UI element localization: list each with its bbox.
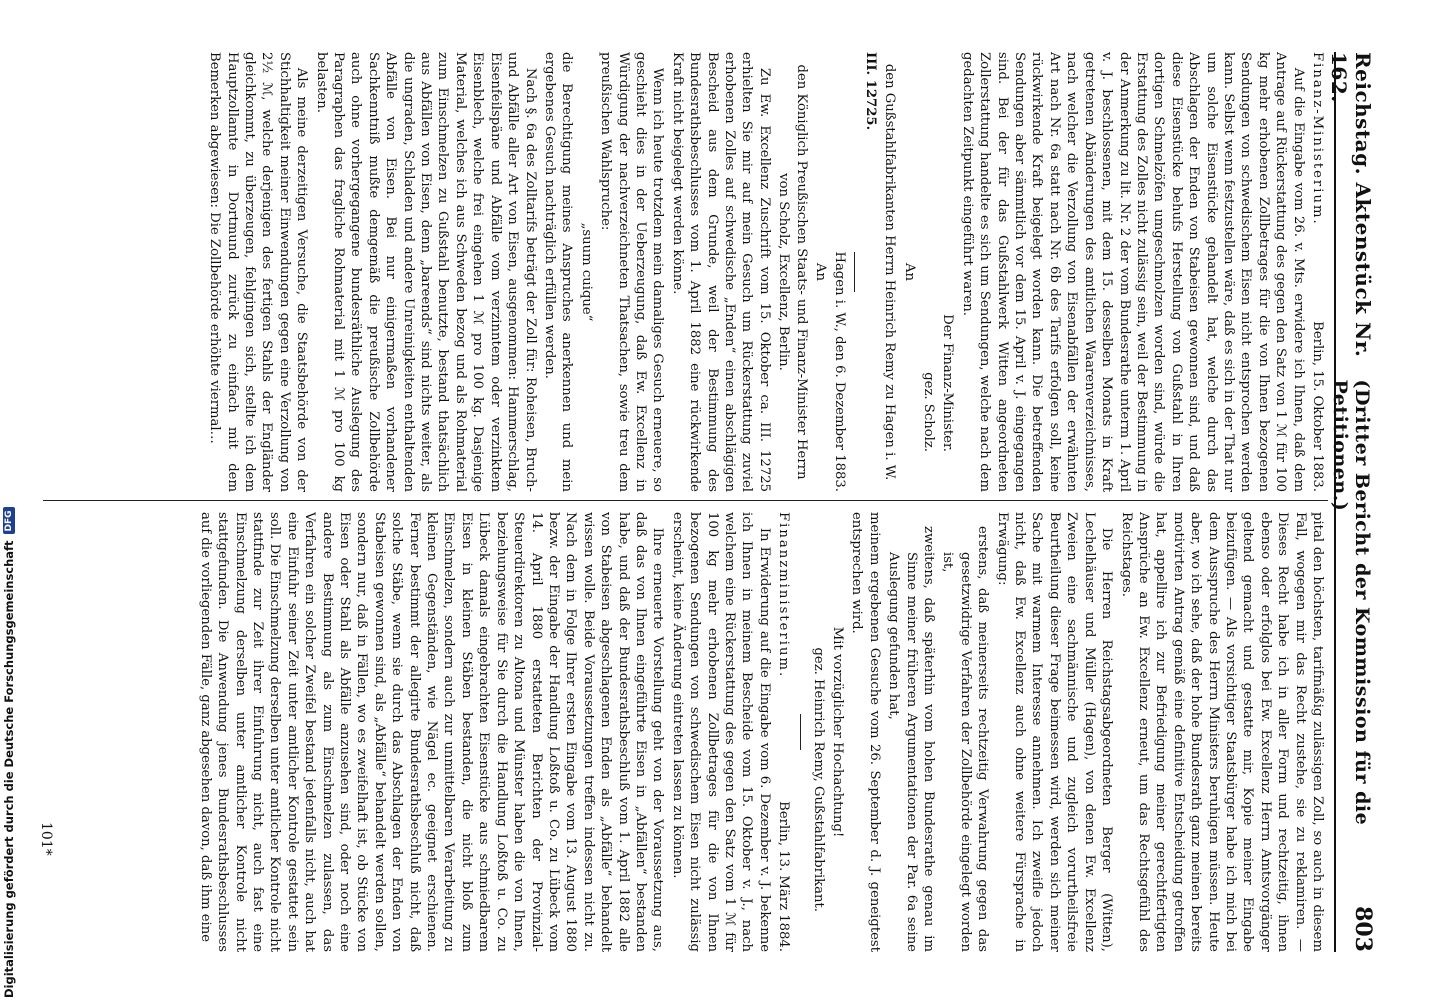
address1: den Gußstahlfabrikanten Herrn Heinrich Remy zu Hagen i. W. (882, 63, 898, 481)
letter1-body: Auf die Eingabe vom 26. v. Mts. erwidere ich Ihnen, daß dem Antrage auf Rückerstattung des gegen den Satz von 1 ℳ für 100 kg mehr erhobenen Zollbetrages für die von Ihnen bezogenen Sendungen von schwedischem Eisen nicht entsprochen werden kann. Selbst wenn festzustellen wäre, daß es sich in der That nur um solche Eisenstücke gehandelt hat, welche durch das Abschlagen der Enden von Stabeisen gewonnen sind, und daß diese Eisenstücke behufs Herstellung von Gußstahl in Ihren dortigen Schmelzöfen umgeschmolzen worden sind, würde die Erstattung des Zolles nicht zulässig sein, weil der Bestimmung in der Anmerkung zu lit. Nr. 2 der vom Bundesrathe unterm 1. April v. J. beschlossenen, mit dem 15. desselben Monats in Kraft getretenen Abänderungen des amtlichen Waarenverzeichnisses, nach welcher die Verzollung von Eisenabfällen der erwähnten Art nach Nr. 6a statt nach Nr. 6b des Tarifs erfolgen soll, keine rückwirkende Kraft beigelegt worden kann. Die betreffenden Sendungen aber sämmtlich vor dem 15. April v. J. eingegangen sind. Bei der für das Gußstahlwerk Witten angeordneten Zollerstattung handelte es sich um Sendungen, welche nach dem gedachten Zeitpunkt eingeführt waren. (959, 52, 1306, 492)
list-item: erstens, daß meinerseits rechtzeitig Verwahrung gegen das gesetzwidrige Verfahren der Zollbehörde eingelegt worden ist, (940, 526, 991, 952)
address1-an: An (901, 262, 917, 282)
letter3-paragraph: Ihre erneuerte Vorstellung geht von der Voraussetzung aus, daß das von Ihnen eingeführte Eisen in „Abfällen“ bestanden habe, und daß der Bundesrathsbeschluß vom 1. April 1882 alle von Stabeisen abgeschlagenen Enden als „Abfälle“ behandelt wissen wolle. Beide Voraussetzungen treffen indessen nicht zu. Nach dem in Folge Ihrer ersten Eingabe vom 13. August 1880 bezw. der Eingabe der Handlung Loßtoß u. Co. zu Lübeck vom 14. April 1880 erstatteten Berichten der Provinzial-Steuerdirektoren zu Altona und Münster haben die von Ihnen, beziehungsweise für Sie durch die Handlung Loßtoß u. Co. zu Lübeck damals eingebrachten Eisenstücke aus schmiedbarem Eisen in kleinen Stäben bestanden, die nicht bloß zum Einschmelzen, sondern auch zur unmittelbaren Verarbeitung zu kleinen Gegenständen, wie Nägel ec. geeignet erschienen. Ferner bestimmt der allegirte Bundesrathsbeschluß nicht, daß solche Stäbe, wenn sie durch das Abschlagen der Enden von Stabeisen gewonnen sind, als „Abfälle“ behandelt werden sollen, sondern nur, daß in Fällen, wo es zweifelhaft ist, ob Stücke von Eisen oder Stahl als Abfälle anzusehen sind, oder noch eine andere Bestimmung als zum Einschmelzen zulassen, das Verfahren ein solcher Zweifel bestand jedenfalls nicht, auch hat eine Einfuhr seiner Zeit unter amtlicher Kontrole gestattet sein soll. Die Einschmelzung derselben unter amtlicher Kontrole nicht stattfinde zur Zeit ihrer Einfuhrung nicht, auch fast eine Einschmelzung derselben unter amtlicher Kontrole nicht stattgefunden. Die Anwendung jenes Bundesrathsbeschlusses auf die vorliegenden Fälle, ganz abgesehen davon, daß ihm eine (197, 512, 666, 952)
place-date: Hagen i. W., den 6. Dezember 1883. (832, 251, 848, 492)
greeting: Mit vorzüglicher Hochachtung! (830, 626, 846, 838)
sheet-number: 101* (38, 822, 54, 856)
column-divider (43, 500, 1328, 501)
address2: den Königlich Preußischen Staats- und Finanz-Minister Herrn von Scholz, Excellenz, Berlin. (776, 64, 809, 480)
separator-rule (854, 252, 855, 292)
dfg-logo: DFG (3, 507, 15, 534)
header-center: (Dritter Bericht der Kommission für die Petitionen.) (1329, 379, 1373, 826)
document-page (24, 22, 1384, 982)
letter2-signature: gez. Heinrich Remy, Gußstahlfabrikant. (810, 647, 826, 912)
letter3-date: Berlin, 13. März 1884. (776, 801, 792, 952)
letter2-paragraph: meinem ergebenen Gesuche vom 26. September d. J. geneigtest entsprechen wird. (849, 512, 882, 952)
letter3-heading: Finanzministerium. Berlin, 13. März 1884. (776, 512, 792, 952)
letter2-paragraph: Zu Ew. Excellenz Zuschrift vom 15. Oktober ca. III. 12725 erhielten Sie mir auf mein Gesuch um Rückerstattung zuviel erhobenen Zolles auf schwedische „Enden“ einen abschlägigen Bescheid aus dem Grunde, weil der Bestimmung des Bundesrathsbeschlusses vom 1. April 1882 eine rückwirkende Kraft nicht beigelegt werden könne. (669, 52, 772, 492)
letter2-paragraph: Nach §. 6a des Zolltarifs beträgt der Zoll für: Roheisen, Bruch- und Abfälle aller Art von Eisen, ausgenommen: Hammerschlag, Eisenfeilspäne und Abfälle vom verzinntem oder verzinktem Eisenblech, welche frei eingehen 1 ℳ pro 100 kg. Dasjenige Material, welches ich aus Schweden bezog und als Rohmaterial zum Einschmelzen zu Gußstahl benutzte, bestand thatsächlich aus Abfällen von Eisen, denn „bareends“ sind nichts weiter, als die ungraden, Schladen und andere Unreinigkeiten enthaltenden Abfälle von Eisen. Bei nur einigermaßen vorhandener Sachkenntniß mußte demgemäß die preußische Zollbehörde auch ohne vorhergegangene bundesräthliche Auslegung des Paragraphen das fragliche Rohmaterial mit 1 ℳ pro 100 kg belasten. (313, 52, 538, 492)
letter1-heading: Finanz-Ministerium. Berlin, 15. Oktober 1883. (1310, 52, 1325, 492)
letter1-date: Berlin, 15. Oktober 1883. (1310, 321, 1325, 492)
left-column (46, 52, 1326, 492)
page-number: 803 (1350, 906, 1376, 952)
header-left: Reichstag. Aktenstück Nr. 162. (1327, 52, 1375, 358)
reference-number: III. 12725. (862, 52, 878, 131)
digitization-credit-sidebar (0, 0, 22, 1000)
address2-an: An (813, 262, 829, 282)
running-head (1327, 52, 1376, 952)
letter2-paragraph: Wenn ich heute trotzdem mein damaliges Gesuch erneuere, so geschieht dies in der Ueberzeugung, daß Ew. Excellenz in Würdigung der nachverzeichneten Thatsachen, sowie treu dem preußischen Wahlspruche: (598, 52, 666, 492)
right-column (46, 512, 1326, 952)
credit-text: Digitalisierung gefördert durch die Deutsche Forschungsgemeinschaft (2, 540, 16, 998)
letter2-paragraph: Als meine derzeitigen Versuche, die Staatsbehörde von der Stichhaltigkeit meiner Einwendungen gegen eine Verzollung von 2½ ℳ, welche derjenigen des fertigen Stahls der Engländer gleichkommt, zu überzeugen, fehlgingen sich, stellte ich dem Hauptzollamte in Dortmund zurück zu einfach mit dem Bemerken abgewiesen: Die Zollbehörde erhöhte viermal… (207, 52, 310, 492)
continuation-paragraph: pital den höchsten, tarifmäßig zulässigen Zoll, so auch in diesem Fall, wogegen mir das Recht zustehe, sie zu reklamiren. — Dieses Recht habe ich in aller Form und rechtzeitig, ihnen ebenso oder erfolglos bei Ew. Excellenz Herrn Amtsvorgänger geltend gemacht und gestatte mir, Kopie meiner Eingabe beizufügen. — Als vorsichtiger Staatsbürger habe ich mich bei dem Ausspruche des Herrn Ministers beruhigen müssen. Heute aber, wo ich sehe, daß der hohe Bundesrath ganz meinen bereits motivirten Antrag gemäß eine definitive Entscheidung getroffen hat, appellire ich zur Befriedigung meiner gerechtfertigten Ansprüche an Ew. Excellenz erneut, um das Rechtsgefühl des Reichstages. (1118, 512, 1325, 952)
letter1-signature-name: gez. Scholz. (921, 372, 937, 452)
letter2-paragraph: Die Herren Reichstagsabgeordneten Berger (Witten), Lechelhäuser und Müller (Hagen), von denen Ew. Excellenz Zweien eine sachmännische und zugleich vorurtheilsfreie Beurtheilung dieser Frage beimessen wird, werden sich meiner Sache mit warmem Interesse annehmen. Ich zweifle jedoch nicht, daß Ew. Excellenz auch ohne weitere Fürsprache in Erwägung: (994, 512, 1115, 952)
motto: „suum cuique“ (578, 222, 594, 322)
letter3-paragraph: In Erwiderung auf die Eingabe vom 6. Dezember v. J. bekenne ich Ihnen in meinem Bescheide vom 15. Oktober v. J., nach welchem eine Rückerstattung des gegen den Satz vom 1 ℳ für 100 kg mehr erhobenen Zollbetrages für die von Ihnen bezogenen Sendungen von schwedischem Eisen nicht zulässig erscheint, keine Änderung eintreten lassen zu können. (669, 512, 772, 952)
letter2-paragraph: die Berechtigung meines Anspruches anerkennen und mein ergebenes Gesuch nachträglich erfüllen werden. (541, 52, 575, 492)
separator-rule (800, 714, 801, 750)
letter1-signature-title: Der Finanz-Minister. (940, 314, 956, 452)
list-item: zweitens, daß späterhin vom hohen Bundesrathe genau im Sinne meiner früheren Argumentationen der Par. 6a seine Auslegung gefunden hat, (886, 526, 937, 952)
